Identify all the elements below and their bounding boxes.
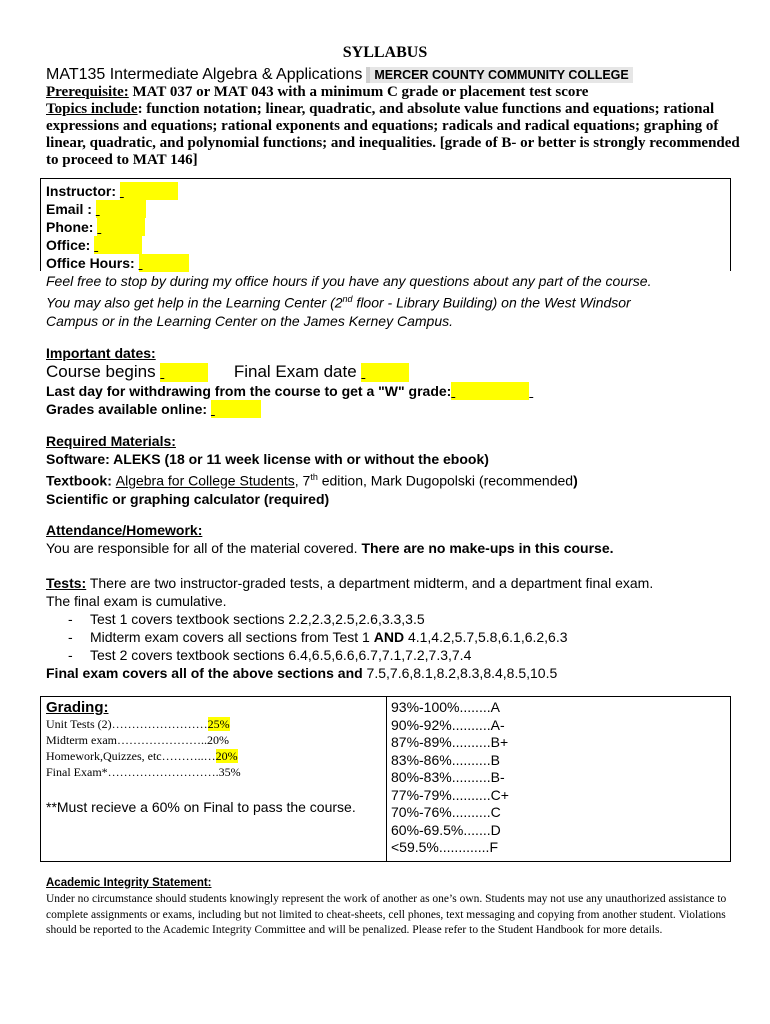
midterm-sections-b: 4.1,4.2,5.7,5.8,6.1,6.2,6.3	[404, 629, 568, 645]
scale-row: 70%-76%..........C	[391, 804, 501, 820]
scale-row: 90%-92%..........A-	[391, 716, 505, 733]
phone-blank[interactable]	[97, 218, 145, 236]
note-sup: nd	[342, 294, 353, 304]
attendance-text	[46, 539, 746, 557]
attendance-section	[46, 521, 746, 557]
important-dates	[46, 344, 746, 418]
tests-intro: There are two instructor-graded tests, a department midterm, and a department final exam.	[86, 575, 654, 591]
grading-heading: Grading:	[46, 699, 109, 716]
final-weight: Final Exam*……………………….35%	[46, 765, 241, 779]
scale-row: <59.5%.............F	[391, 839, 498, 855]
course-title: MAT135 Intermediate Algebra & Applications	[46, 66, 363, 83]
instructor-info-box	[40, 178, 731, 271]
list-item	[46, 610, 746, 628]
unit-tests-label: Unit Tests (2)……………………	[46, 717, 208, 731]
course-begins-label: Course begins	[46, 362, 156, 381]
final-exam-label: Final exam covers all of the above sections and	[46, 665, 363, 681]
scale-row: 77%-79%..........C+	[391, 786, 509, 803]
course-title-line	[46, 66, 746, 84]
dates-heading: Important dates:	[46, 345, 156, 361]
phone-label: Phone:	[46, 219, 94, 235]
withdraw-blank[interactable]	[451, 382, 529, 400]
note-line-3: Campus or in the Learning Center on the James Kerney Campus.	[46, 312, 453, 329]
grades-online-label: Grades available online:	[46, 401, 208, 417]
office-hours-label: Office Hours:	[46, 255, 135, 271]
grading-table	[40, 696, 731, 862]
office-label: Office:	[46, 237, 91, 253]
tests-line-2: The final exam is cumulative.	[46, 593, 227, 609]
dates-row	[46, 362, 746, 382]
final-exam-label: Final Exam date	[233, 362, 357, 381]
scale-row: 80%-83%..........B-	[391, 769, 505, 785]
instructor-blank[interactable]	[120, 182, 178, 200]
textbook-label: Textbook:	[46, 472, 116, 489]
list-item	[46, 628, 746, 646]
email-label: Email :	[46, 201, 92, 217]
scale-row: 60%-69.5%.......D	[391, 821, 501, 838]
note-line-2a: You may also get help in the Learning Center (2	[46, 294, 343, 311]
homework-label: Homework,Quizzes, etc………..…	[46, 749, 216, 763]
email-blank[interactable]	[96, 200, 146, 218]
prerequisite-text: MAT 037 or MAT 043 with a minimum C grade or placement test score	[128, 84, 589, 100]
materials-heading: Required Materials:	[46, 433, 176, 449]
homework-pct: 20%	[215, 749, 238, 763]
test-2-sections: Test 2 covers textbook sections 6.4,6.5,6.6,6.7,7.1,7.2,7.3,7.4	[90, 647, 472, 663]
tests-line-1	[46, 574, 746, 592]
textbook-title: Algebra for College Students	[115, 472, 295, 489]
final-pass-note: **Must recieve a 60% on Final to pass the course.	[46, 799, 356, 815]
tests-list	[46, 610, 746, 664]
attendance-heading: Attendance/Homework:	[46, 522, 203, 538]
required-materials	[46, 432, 746, 508]
phone-row	[46, 218, 730, 236]
grades-online-row	[46, 400, 746, 418]
academic-integrity-heading: Academic Integrity Statement:	[46, 877, 212, 889]
office-blank[interactable]	[94, 236, 142, 254]
email-row	[46, 200, 730, 218]
list-item	[46, 646, 746, 664]
office-row	[46, 236, 730, 254]
instructor-row	[46, 182, 730, 200]
tests-heading: Tests:	[46, 575, 87, 591]
note-line-2b: floor - Library Building) on the West Windsor	[352, 294, 631, 311]
withdraw-label: Last day for withdrawing from the course to get a "W" grade:	[46, 383, 452, 399]
attendance-text-a: You are responsible for all of the material covered.	[46, 540, 362, 556]
grades-online-blank[interactable]	[211, 400, 261, 418]
topics-text: : function notation; linear, quadratic, and absolute value functions and equations; rational expressions and equations; rational exponents and equations; radicals and radical equations; graphing of linear, quadratic, and polynomial functions; and inequalities. [grade of B- or better is strongly recommended to proceed to MAT 146]	[46, 101, 740, 168]
unit-tests-pct: 25%	[207, 717, 230, 731]
final-exam-sections: 7.5,7.6,8.1,8.2,8.3,8.4,8.5,10.5	[362, 665, 558, 681]
office-hours-note	[46, 272, 736, 330]
tests-section	[46, 574, 746, 682]
test-1-sections: Test 1 covers textbook sections 2.2,2.3,2.5,2.6,3.3,3.5	[90, 611, 425, 627]
academic-integrity-text: Under no circumstance should students knowingly represent the work of another as one’s own. Students may not use any unauthorized assistance to complete assignments or exams, including but not limited to cheat-sheets, cell phones, text messaging and copying from another student. Violations should be reported to the Academic Integrity Committee and will be penalized. Please refer to the Student Handbook for more details.	[46, 893, 727, 936]
homework-weight	[46, 748, 386, 764]
final-exam-blank[interactable]	[361, 363, 409, 382]
scale-row: 87%-89%..........B+	[391, 734, 509, 750]
unit-tests-weight	[46, 716, 386, 732]
office-hours-blank[interactable]	[139, 254, 189, 272]
withdraw-row	[46, 382, 746, 400]
attendance-text-b: There are no make-ups in this course.	[361, 540, 614, 556]
document-title: SYLLABUS	[342, 44, 428, 61]
textbook-line	[46, 468, 746, 490]
scale-row: 83%-86%..........B	[391, 751, 500, 768]
office-hours-row	[46, 254, 730, 272]
calculator-line: Scientific or graphing calculator (required)	[46, 490, 330, 507]
prerequisite-label: Prerequisite:	[46, 84, 129, 100]
prerequisite-block	[46, 84, 746, 169]
note-line-1: Feel free to stop by during my office hours if you have any questions about any part of the course.	[46, 273, 652, 289]
final-exam-line	[46, 664, 746, 682]
textbook-edition: , 7	[294, 472, 311, 489]
textbook-sup: th	[310, 472, 318, 482]
textbook-close: )	[573, 472, 578, 489]
scale-row: 93%-100%........A	[391, 699, 500, 715]
midterm-and: AND	[373, 629, 405, 645]
course-begins-blank[interactable]	[160, 363, 208, 382]
software-line: Software: ALEKS (18 or 11 week license with or without the ebook)	[46, 451, 489, 467]
midterm-weight: Midterm exam…………………..20%	[46, 733, 229, 747]
college-name: MERCER COUNTY COMMUNITY COLLEGE	[366, 67, 632, 83]
textbook-author: edition, Mark Dugopolski (recommended	[317, 472, 574, 489]
midterm-sections-a: Midterm exam covers all sections from Test 1	[90, 629, 374, 645]
grading-weights	[41, 697, 387, 861]
topics-label: Topics include	[46, 101, 138, 117]
grading-scale	[387, 697, 730, 861]
instructor-label: Instructor:	[46, 183, 116, 199]
